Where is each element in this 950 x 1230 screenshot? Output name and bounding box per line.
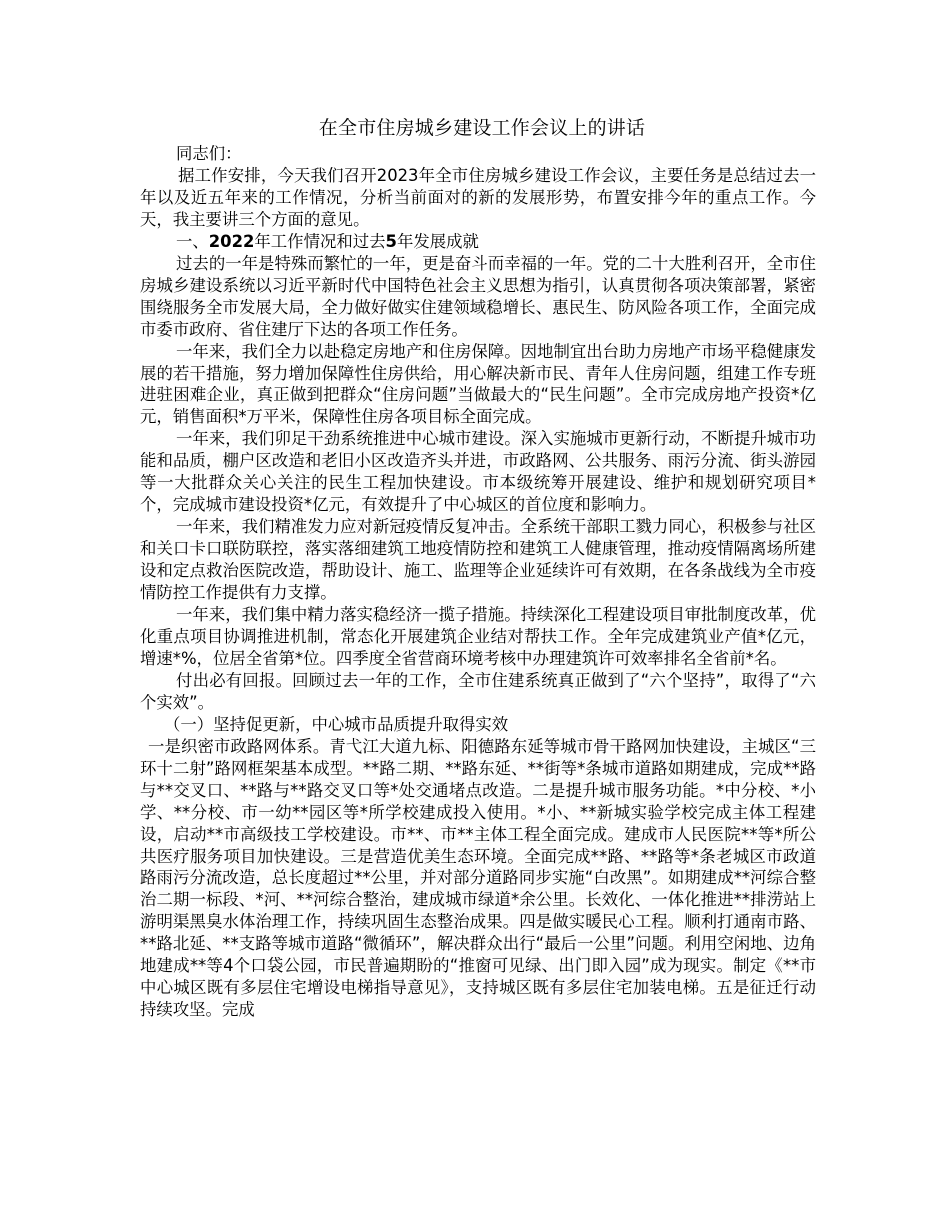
section-heading-year: 2022 (208, 231, 255, 251)
section-heading-suffix: 年发展成就 (396, 231, 479, 251)
section-heading-count: 5 (385, 231, 397, 251)
document-page (140, 114, 816, 1021)
body-paragraph: 一年来，我们集中精力落实稳经济一揽子措施。持续深化工程建设项目审批制度改革，优化重点项目协调推进机制，常态化开展建筑企业结对帮扶工作。全年完成建筑业产值*亿元，增速*%，位居全省第*位。四季度全省营商环境考核中办理建筑许可效率排名全省前*名。 (140, 605, 816, 668)
body-paragraph: 过去的一年是特殊而繁忙的一年，更是奋斗而幸福的一年。党的二十大胜利召开，全市住房城乡建设系统以习近平新时代中国特色社会主义思想为指引，认真贯彻各项决策部署，紧密围绕服务全市发展大局，全力做好做实住建领域稳增长、惠民生、防风险各项工作，全面完成市委市政府、省住建厅下达的各项工作任务。 (140, 253, 816, 339)
subsection-heading: （一）坚持促更新，中心城市品质提升取得实效 (164, 714, 509, 734)
greeting: 同志们： (176, 144, 242, 163)
body-paragraph: 付出必有回报。回顾过去一年的工作，全市住建系统真正做到了“六个坚持”，取得了“六个实效”。 (140, 670, 816, 712)
body-paragraph: 一年来，我们全力以赴稳定房地产和住房保障。因地制宜出台助力房地产市场平稳健康发展的若干措施，努力增加保障性住房供给，用心解决新市民、青年人住房问题，组建工作专班进驻困难企业，真正做到把群众“住房问题”当做最大的“民生问题”。全市完成房地产投资*亿元，销售面积*万平米，保障性住房各项目标全面完成。 (140, 341, 816, 427)
body-paragraph-long: 一是织密市政路网体系。青弋江大道九标、阳德路东延等城市骨干路网加快建设，主城区“三环十二射”路网框架基本成型。**路二期、**路东延、**街等*条城市道路如期建成，完成**路与**交叉口、**路与**路交叉口等*处交通堵点改造。二是提升城市服务功能。*中分校、*小学、**分校、市一幼**园区等*所学校建成投入使用。*小、**新城实验学校完成主体工程建设，启动**市高级技工学校建设。市**、市**主体工程全面完成。建成市人民医院**等*所公共医疗服务项目加快建设。三是营造优美生态环境。全面完成**路、**路等*条老城区市政道路雨污分流改造，总长度超过**公里，并对部分道路同步实施“白改黑”。如期建成**河综合整治二期一标段、*河、**河综合整治，建成城市绿道*余公里。长效化、一体化推进**排涝站上游明渠黑臭水体治理工作，持续巩固生态整治成果。四是做实暖民心工程。顺利打通南市路、**路北延、**支路等城市道路“微循环”，解决群众出行“最后一公里”问题。利用空闲地、边角地建成**等4个口袋公园，市民普遍期盼的“推窗可见绿、出门即入园”成为现实。制定《**市中心城区既有多层住宅增设电梯指导意见》，支持城区既有多层住宅加装电梯。五是征迁行动持续攻坚。完成 (140, 736, 816, 1020)
section-heading-mid: 年工作情况和过去 (254, 231, 386, 251)
section-heading-1 (140, 231, 816, 253)
intro-paragraph: 据工作安排，今天我们召开2023年全市住房城乡建设工作会议，主要任务是总结过去一年以及近五年来的工作情况，分析当前面对的新的发展形势，布置安排今年的重点工作。今天，我主要讲三个方面的意见。 (140, 165, 816, 229)
body-paragraph: 一年来，我们精准发力应对新冠疫情反复冲击。全系统干部职工戮力同心，积极参与社区和关口卡口联防联控，落实落细建筑工地疫情防控和建筑工人健康管理，推动疫情隔离场所建设和定点救治医院改造，帮助设计、施工、监理等企业延续许可有效期，在各条战线为全市疫情防控工作提供有力支撑。 (140, 517, 816, 603)
section-heading-prefix: 一、 (176, 231, 209, 251)
body-paragraph: 一年来，我们卯足干劲系统推进中心城市建设。深入实施城市更新行动，不断提升城市功能和品质，棚户区改造和老旧小区改造齐头并进，市政路网、公共服务、雨污分流、街头游园等一大批群众关心关注的民生工程加快建设。市本级统筹开展建设、维护和规划研究项目*个，完成城市建设投资*亿元，有效提升了中心城区的首位度和影响力。 (140, 429, 816, 515)
document-title: 在全市住房城乡建设工作会议上的讲话 (318, 117, 646, 139)
